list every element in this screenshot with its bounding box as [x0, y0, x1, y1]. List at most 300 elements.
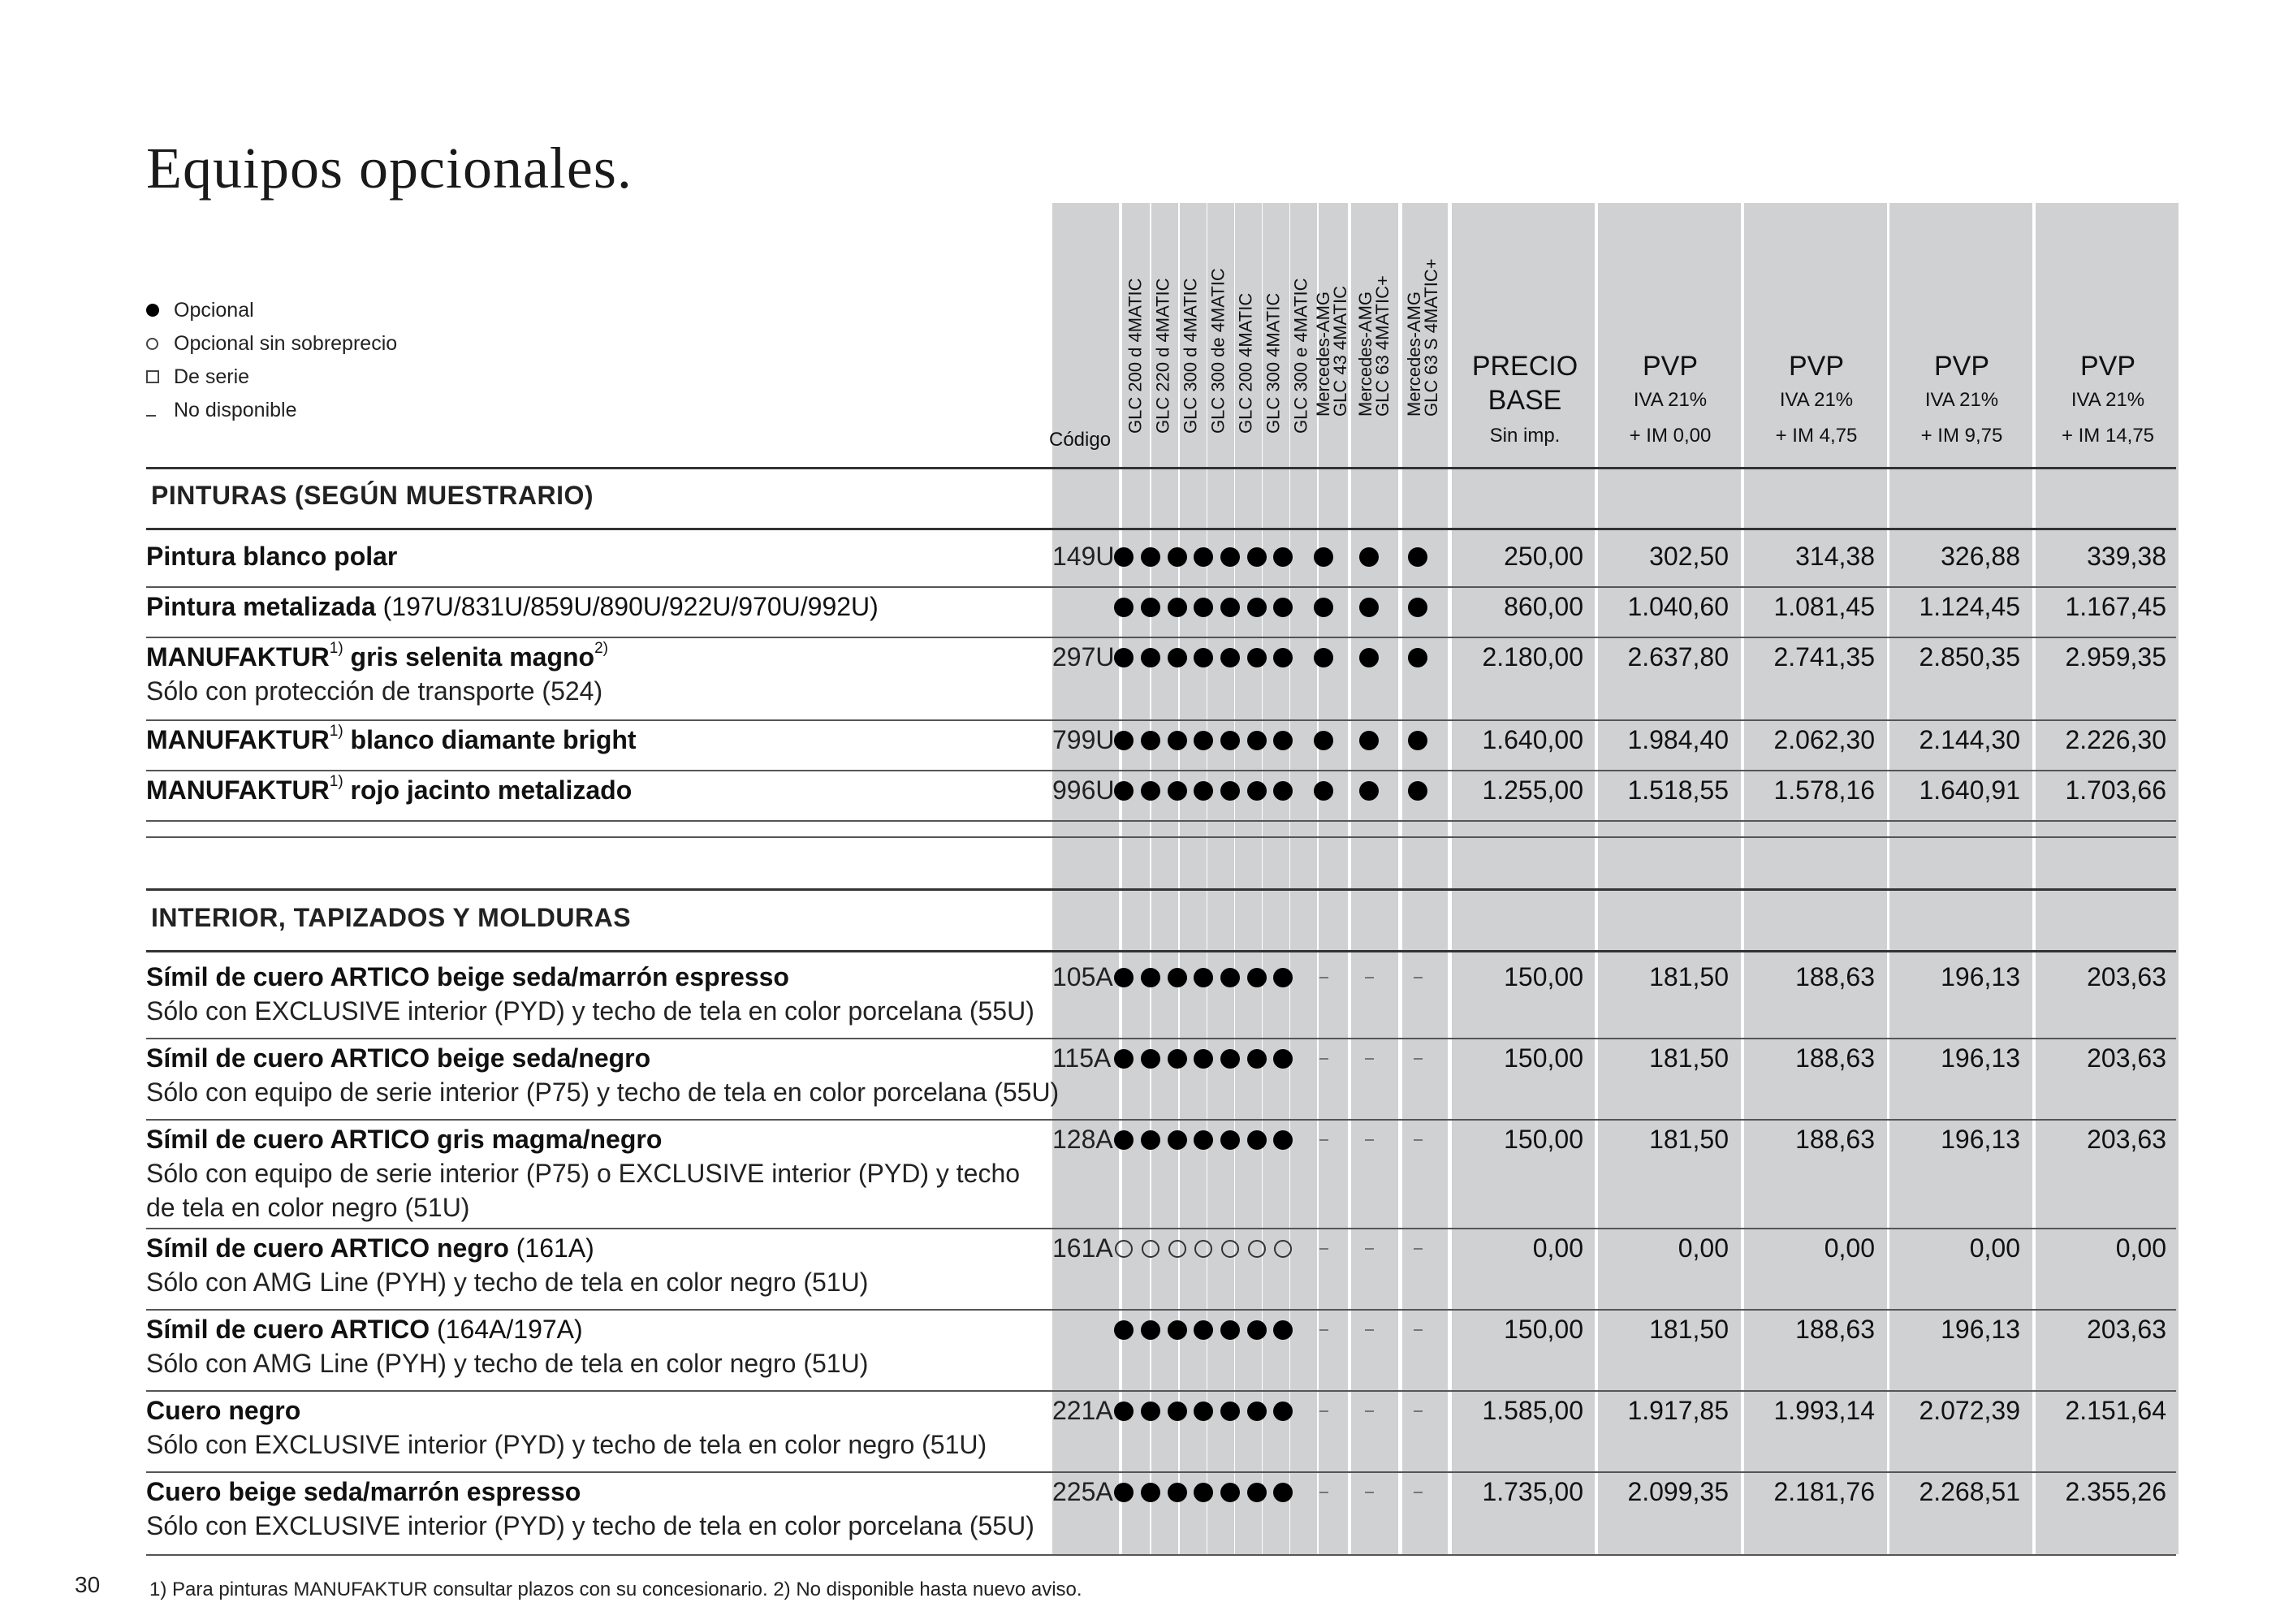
- filled-circle-icon: [1111, 1479, 1137, 1505]
- page-title: Equipos opcionales.: [146, 136, 633, 201]
- filled-circle-icon: [1270, 645, 1296, 671]
- dash-icon: [1311, 1236, 1337, 1262]
- open-circle-icon: [1164, 1236, 1190, 1262]
- filled-circle-icon: [1164, 594, 1190, 620]
- price-cell: 188,63: [1795, 1315, 1875, 1344]
- filled-circle-icon: [1190, 1127, 1216, 1153]
- filled-circle-icon: [1356, 594, 1382, 620]
- filled-circle-icon: [1270, 728, 1296, 754]
- price-cell: 181,50: [1649, 1043, 1729, 1073]
- filled-circle-icon: [1138, 645, 1164, 671]
- model-header: [1261, 244, 1285, 451]
- price-cell: 2.637,80: [1627, 642, 1729, 672]
- option-note: Sólo con AMG Line (PYH) y techo de tela en color negro (51U): [146, 1349, 869, 1378]
- filled-circle-icon: [1244, 1317, 1270, 1343]
- dash-icon: [1356, 1479, 1382, 1505]
- option-codes: (197U/831U/859U/890U/922U/970U/992U): [375, 592, 879, 621]
- dash-icon: [1405, 1127, 1431, 1153]
- price-cell: 181,50: [1649, 1315, 1729, 1344]
- price-cell: 302,50: [1649, 542, 1729, 571]
- filled-circle-icon: [1164, 965, 1190, 991]
- price-cell: 196,13: [1941, 1043, 2020, 1073]
- model-header: [1313, 244, 1350, 451]
- filled-circle-icon: [1164, 1127, 1190, 1153]
- option-name: Símil de cuero ARTICO: [146, 1315, 430, 1344]
- price-cell: 181,50: [1649, 962, 1729, 991]
- model-header-label: Mercedes-AMG GLC 43 4MATIC: [1313, 286, 1350, 417]
- filled-circle-icon: [1244, 594, 1270, 620]
- filled-circle-icon: [1311, 728, 1337, 754]
- option-name: Pintura metalizada: [146, 592, 376, 621]
- filled-circle-icon: [1138, 594, 1164, 620]
- filled-circle-icon: [1111, 965, 1137, 991]
- filled-circle-icon: [1138, 1398, 1164, 1424]
- model-header-label: Mercedes-AMG GLC 63 S 4MATIC+: [1404, 258, 1441, 417]
- open-circle-icon: [1111, 1236, 1137, 1262]
- square-icon: [146, 370, 159, 383]
- open-circle-icon: [146, 338, 158, 350]
- option-row-description: [146, 1122, 1020, 1224]
- filled-circle-icon: [1217, 1046, 1243, 1072]
- price-cell: 2.072,39: [1919, 1396, 2020, 1425]
- price-cell: 188,63: [1795, 1125, 1875, 1154]
- legend: [146, 294, 397, 427]
- price-cell: 0,00: [1824, 1233, 1875, 1263]
- option-name: MANUFAKTUR: [146, 775, 330, 805]
- filled-circle-icon: [1244, 965, 1270, 991]
- filled-circle-icon: [1217, 728, 1243, 754]
- option-name: Símil de cuero ARTICO negro: [146, 1233, 509, 1263]
- filled-circle-icon: [1356, 728, 1382, 754]
- option-row-description: [146, 1231, 868, 1299]
- option-row-description: [146, 590, 879, 624]
- legend-item-no-disponible: [146, 394, 397, 427]
- price-cell: 203,63: [2087, 962, 2166, 991]
- row-divider: [146, 1554, 2176, 1556]
- filled-circle-icon: [1164, 728, 1190, 754]
- option-name: Cuero beige seda/marrón espresso: [146, 1477, 581, 1506]
- model-header: [1404, 244, 1441, 451]
- option-note: Sólo con equipo de serie interior (P75) o EXCLUSIVE interior (PYD) y techo: [146, 1159, 1021, 1188]
- option-name: Símil de cuero ARTICO beige seda/negro: [146, 1043, 651, 1073]
- price-cell: 196,13: [1941, 962, 2020, 991]
- option-row-description: [146, 539, 397, 573]
- price-column-header: [1745, 349, 1888, 455]
- dash-icon: [1356, 1127, 1382, 1153]
- filled-circle-icon: [1190, 965, 1216, 991]
- price-cell: 2.850,35: [1919, 642, 2020, 672]
- price-cell: 2.099,35: [1627, 1477, 1729, 1506]
- price-cell: 150,00: [1504, 1125, 1583, 1154]
- price-header-line3: + IM 0,00: [1629, 425, 1712, 447]
- dash-icon: [1405, 1236, 1431, 1262]
- dash-icon: [1311, 1398, 1337, 1424]
- option-row-description: [146, 960, 1034, 1028]
- filled-circle-icon: [1138, 544, 1164, 570]
- codigo-header: Código: [1049, 429, 1112, 451]
- filled-circle-icon: [1164, 1317, 1190, 1343]
- price-cell: 860,00: [1504, 592, 1583, 621]
- price-header-line2: IVA 21%: [1924, 389, 1999, 411]
- dash-icon: [1356, 1236, 1382, 1262]
- model-header-label: GLC 220 d 4MATIC: [1152, 278, 1173, 434]
- option-code: 128A: [1052, 1125, 1113, 1154]
- model-header-label: GLC 300 4MATIC: [1263, 292, 1284, 434]
- open-circle-icon: [1217, 1236, 1243, 1262]
- dash-icon: [1405, 1317, 1431, 1343]
- option-code: 105A: [1052, 962, 1113, 991]
- option-note-cont: de tela en color negro (51U): [146, 1193, 470, 1222]
- footnote-ref: 1): [329, 640, 343, 657]
- dash-icon: [1405, 965, 1431, 991]
- option-name: Símil de cuero ARTICO gris magma/negro: [146, 1125, 663, 1154]
- footnote-ref: 2): [594, 640, 608, 657]
- model-header: [1151, 244, 1175, 451]
- price-cell: 339,38: [2087, 542, 2166, 571]
- filled-circle-icon: [1270, 1127, 1296, 1153]
- price-cell: 1.124,45: [1919, 592, 2020, 621]
- price-cell: 2.959,35: [2065, 642, 2166, 672]
- row-divider: [146, 586, 2176, 588]
- row-divider: [146, 836, 2176, 838]
- column-background: [1052, 203, 1119, 1554]
- filled-circle-icon: [1190, 778, 1216, 804]
- price-cell: 2.268,51: [1919, 1477, 2020, 1506]
- filled-circle-icon: [1356, 544, 1382, 570]
- filled-circle-icon: [1190, 544, 1216, 570]
- filled-circle-icon: [146, 304, 159, 317]
- filled-circle-icon: [1244, 1479, 1270, 1505]
- option-row-description: [146, 640, 608, 708]
- dash-icon: [1311, 1317, 1337, 1343]
- row-divider: [146, 820, 2176, 822]
- footnote: 1) Para pinturas MANUFAKTUR consultar plazos con su concesionario. 2) No disponible hasta nuevo aviso.: [149, 1579, 1082, 1600]
- price-cell: 1.518,55: [1627, 775, 1729, 805]
- filled-circle-icon: [1111, 1317, 1137, 1343]
- price-header-line2: IVA 21%: [2071, 389, 2145, 411]
- price-cell: 1.255,00: [1482, 775, 1583, 805]
- model-header: [1355, 244, 1393, 451]
- legend-label: Opcional: [174, 299, 254, 322]
- option-name: Cuero negro: [146, 1396, 301, 1425]
- price-cell: 0,00: [1532, 1233, 1583, 1263]
- row-divider: [146, 528, 2176, 530]
- filled-circle-icon: [1311, 778, 1337, 804]
- filled-circle-icon: [1138, 1127, 1164, 1153]
- filled-circle-icon: [1164, 544, 1190, 570]
- filled-circle-icon: [1356, 645, 1382, 671]
- filled-circle-icon: [1270, 1046, 1296, 1072]
- option-name: Pintura blanco polar: [146, 542, 398, 571]
- price-cell: 1.167,45: [2065, 592, 2166, 621]
- dash-icon: [1356, 1046, 1382, 1072]
- price-cell: 0,00: [2115, 1233, 2166, 1263]
- option-code: 297U: [1052, 642, 1115, 672]
- footnote-ref: 1): [329, 773, 343, 790]
- legend-label: De serie: [174, 365, 250, 388]
- price-cell: 1.703,66: [2065, 775, 2166, 805]
- filled-circle-icon: [1217, 594, 1243, 620]
- price-header-line2: IVA 21%: [1633, 389, 1708, 411]
- price-cell: 1.640,91: [1919, 775, 2020, 805]
- filled-circle-icon: [1138, 965, 1164, 991]
- filled-circle-icon: [1217, 645, 1243, 671]
- filled-circle-icon: [1244, 1127, 1270, 1153]
- price-header-line2: BASE: [1488, 385, 1562, 416]
- filled-circle-icon: [1217, 778, 1243, 804]
- option-code: 221A: [1052, 1396, 1113, 1425]
- price-header-line1: PRECIO: [1471, 351, 1578, 382]
- price-cell: 250,00: [1504, 542, 1583, 571]
- filled-circle-icon: [1217, 1479, 1243, 1505]
- option-note: Sólo con EXCLUSIVE interior (PYD) y techo de tela en color negro (51U): [146, 1430, 987, 1459]
- open-circle-icon: [1270, 1236, 1296, 1262]
- model-header-label: GLC 300 e 4MATIC: [1290, 278, 1311, 434]
- price-cell: 1.578,16: [1773, 775, 1875, 805]
- price-cell: 1.640,00: [1482, 725, 1583, 754]
- price-cell: 1.917,85: [1627, 1396, 1729, 1425]
- filled-circle-icon: [1217, 1317, 1243, 1343]
- price-cell: 150,00: [1504, 1043, 1583, 1073]
- filled-circle-icon: [1244, 544, 1270, 570]
- model-header: [1206, 244, 1230, 451]
- row-divider: [146, 467, 2176, 469]
- price-column-header: [1453, 349, 1596, 455]
- price-cell: 0,00: [1678, 1233, 1729, 1263]
- price-cell: 2.355,26: [2065, 1477, 2166, 1506]
- filled-circle-icon: [1111, 544, 1137, 570]
- option-note: Sólo con protección de transporte (524): [146, 676, 603, 706]
- model-header-label: GLC 300 de 4MATIC: [1207, 268, 1229, 434]
- option-row-description: [146, 773, 632, 807]
- dash-icon: [1311, 965, 1337, 991]
- filled-circle-icon: [1164, 778, 1190, 804]
- price-cell: 196,13: [1941, 1125, 2020, 1154]
- filled-circle-icon: [1164, 1479, 1190, 1505]
- filled-circle-icon: [1111, 1398, 1137, 1424]
- filled-circle-icon: [1138, 1479, 1164, 1505]
- price-cell: 2.144,30: [1919, 725, 2020, 754]
- filled-circle-icon: [1190, 1479, 1216, 1505]
- filled-circle-icon: [1217, 1398, 1243, 1424]
- dash-icon: [1356, 1398, 1382, 1424]
- price-cell: 2.181,76: [1773, 1477, 1875, 1506]
- legend-item-de-serie: [146, 361, 397, 394]
- section-title: INTERIOR, TAPIZADOS Y MOLDURAS: [151, 903, 632, 932]
- price-header-line3: Sin imp.: [1489, 425, 1561, 447]
- price-cell: 1.081,45: [1773, 592, 1875, 621]
- row-divider: [146, 637, 2176, 638]
- row-divider: [146, 888, 2176, 891]
- filled-circle-icon: [1190, 1398, 1216, 1424]
- price-cell: 203,63: [2087, 1125, 2166, 1154]
- filled-circle-icon: [1244, 778, 1270, 804]
- price-cell: 2.151,64: [2065, 1396, 2166, 1425]
- filled-circle-icon: [1270, 594, 1296, 620]
- option-code: 996U: [1052, 775, 1115, 805]
- dash-icon: [146, 415, 156, 417]
- option-note: Sólo con AMG Line (PYH) y techo de tela en color negro (51U): [146, 1268, 869, 1297]
- footnote-ref: 1): [329, 723, 343, 740]
- price-cell: 326,88: [1941, 542, 2020, 571]
- filled-circle-icon: [1138, 728, 1164, 754]
- price-cell: 1.735,00: [1482, 1477, 1583, 1506]
- price-cell: 314,38: [1795, 542, 1875, 571]
- page-number: 30: [75, 1572, 101, 1597]
- price-cell: 2.226,30: [2065, 725, 2166, 754]
- filled-circle-icon: [1217, 544, 1243, 570]
- price-cell: 1.040,60: [1627, 592, 1729, 621]
- model-header: [1233, 244, 1258, 451]
- row-divider: [146, 1119, 2176, 1121]
- filled-circle-icon: [1111, 1046, 1137, 1072]
- price-cell: 2.062,30: [1773, 725, 1875, 754]
- option-name-rest: blanco diamante bright: [343, 725, 637, 754]
- filled-circle-icon: [1138, 778, 1164, 804]
- price-cell: 188,63: [1795, 1043, 1875, 1073]
- option-code: 149U: [1052, 542, 1115, 571]
- option-row-description: [146, 1475, 1034, 1543]
- option-row-description: [146, 1312, 868, 1380]
- price-header-line3: + IM 9,75: [1920, 425, 2003, 447]
- price-column-header: [1890, 349, 2033, 455]
- price-cell: 1.984,40: [1627, 725, 1729, 754]
- option-codes: (164A/197A): [430, 1315, 583, 1344]
- filled-circle-icon: [1270, 778, 1296, 804]
- option-name: MANUFAKTUR: [146, 725, 330, 754]
- option-code: 161A: [1052, 1233, 1113, 1263]
- filled-circle-icon: [1311, 594, 1337, 620]
- filled-circle-icon: [1111, 645, 1137, 671]
- filled-circle-icon: [1311, 544, 1337, 570]
- price-cell: 196,13: [1941, 1315, 2020, 1344]
- price-header-line1: PVP: [1788, 351, 1845, 382]
- filled-circle-icon: [1190, 1317, 1216, 1343]
- option-note: Sólo con equipo de serie interior (P75) y techo de tela en color porcelana (55U): [146, 1078, 1060, 1107]
- price-header-line1: PVP: [2079, 351, 2136, 382]
- price-cell: 2.180,00: [1482, 642, 1583, 672]
- option-name: MANUFAKTUR: [146, 642, 330, 672]
- price-column-header: [2036, 349, 2179, 455]
- filled-circle-icon: [1138, 1317, 1164, 1343]
- option-row-description: [146, 1393, 987, 1462]
- price-cell: 181,50: [1649, 1125, 1729, 1154]
- filled-circle-icon: [1270, 965, 1296, 991]
- row-divider: [146, 719, 2176, 721]
- filled-circle-icon: [1244, 1398, 1270, 1424]
- price-header-line3: + IM 4,75: [1775, 425, 1858, 447]
- filled-circle-icon: [1111, 728, 1137, 754]
- price-cell: 203,63: [2087, 1315, 2166, 1344]
- filled-circle-icon: [1244, 645, 1270, 671]
- price-header-line1: PVP: [1642, 351, 1699, 382]
- option-code: 799U: [1052, 725, 1115, 754]
- filled-circle-icon: [1244, 1046, 1270, 1072]
- filled-circle-icon: [1190, 645, 1216, 671]
- row-divider: [146, 1309, 2176, 1311]
- filled-circle-icon: [1190, 728, 1216, 754]
- price-header-line2: IVA 21%: [1779, 389, 1854, 411]
- option-note: Sólo con EXCLUSIVE interior (PYD) y techo de tela en color porcelana (55U): [146, 996, 1034, 1026]
- filled-circle-icon: [1111, 594, 1137, 620]
- filled-circle-icon: [1405, 778, 1431, 804]
- filled-circle-icon: [1405, 645, 1431, 671]
- filled-circle-icon: [1311, 645, 1337, 671]
- price-column-header: [1599, 349, 1742, 455]
- price-cell: 188,63: [1795, 962, 1875, 991]
- dash-icon: [1311, 1479, 1337, 1505]
- legend-item-opcional-sin-sobreprecio: [146, 327, 397, 361]
- filled-circle-icon: [1164, 1398, 1190, 1424]
- option-name-rest: gris selenita magno: [343, 642, 595, 672]
- legend-label: Opcional sin sobreprecio: [174, 332, 398, 355]
- filled-circle-icon: [1138, 1046, 1164, 1072]
- filled-circle-icon: [1217, 965, 1243, 991]
- open-circle-icon: [1244, 1236, 1270, 1262]
- open-circle-icon: [1190, 1236, 1216, 1262]
- filled-circle-icon: [1405, 594, 1431, 620]
- open-circle-icon: [1138, 1236, 1164, 1262]
- filled-circle-icon: [1164, 645, 1190, 671]
- filled-circle-icon: [1270, 1398, 1296, 1424]
- dash-icon: [1311, 1046, 1337, 1072]
- model-header-label: GLC 200 d 4MATIC: [1125, 278, 1146, 434]
- dash-icon: [1405, 1479, 1431, 1505]
- dash-icon: [1356, 965, 1382, 991]
- option-row-description: [146, 1041, 1059, 1109]
- filled-circle-icon: [1270, 1317, 1296, 1343]
- option-code: 115A: [1052, 1043, 1112, 1073]
- price-cell: 1.993,14: [1773, 1396, 1875, 1425]
- filled-circle-icon: [1164, 1046, 1190, 1072]
- row-divider: [146, 950, 2176, 952]
- row-divider: [146, 1471, 2176, 1473]
- option-name: Símil de cuero ARTICO beige seda/marrón espresso: [146, 962, 789, 991]
- dash-icon: [1356, 1317, 1382, 1343]
- option-name-rest: rojo jacinto metalizado: [343, 775, 633, 805]
- dash-icon: [1311, 1127, 1337, 1153]
- model-header: [1123, 244, 1147, 451]
- row-divider: [146, 770, 2176, 771]
- row-divider: [146, 1390, 2176, 1392]
- price-cell: 150,00: [1504, 962, 1583, 991]
- model-header-label: GLC 200 4MATIC: [1235, 292, 1256, 434]
- filled-circle-icon: [1270, 1479, 1296, 1505]
- price-header-line1: PVP: [1933, 351, 1990, 382]
- option-codes: (161A): [508, 1233, 594, 1263]
- section-title: PINTURAS (SEGÚN MUESTRARIO): [151, 481, 594, 510]
- row-divider: [146, 1038, 2176, 1039]
- price-cell: 203,63: [2087, 1043, 2166, 1073]
- filled-circle-icon: [1405, 544, 1431, 570]
- legend-item-opcional: [146, 294, 397, 327]
- option-note: Sólo con EXCLUSIVE interior (PYD) y techo de tela en color porcelana (55U): [146, 1511, 1034, 1540]
- price-cell: 2.741,35: [1773, 642, 1875, 672]
- filled-circle-icon: [1111, 1127, 1137, 1153]
- filled-circle-icon: [1217, 1127, 1243, 1153]
- filled-circle-icon: [1405, 728, 1431, 754]
- price-cell: 150,00: [1504, 1315, 1583, 1344]
- dash-icon: [1405, 1046, 1431, 1072]
- price-cell: 1.585,00: [1482, 1396, 1583, 1425]
- price-header-line3: + IM 14,75: [2061, 425, 2155, 447]
- option-row-description: [146, 723, 637, 757]
- filled-circle-icon: [1270, 544, 1296, 570]
- model-header-label: GLC 300 d 4MATIC: [1180, 278, 1201, 434]
- price-cell: 0,00: [1969, 1233, 2020, 1263]
- option-code: 225A: [1052, 1477, 1113, 1506]
- filled-circle-icon: [1111, 778, 1137, 804]
